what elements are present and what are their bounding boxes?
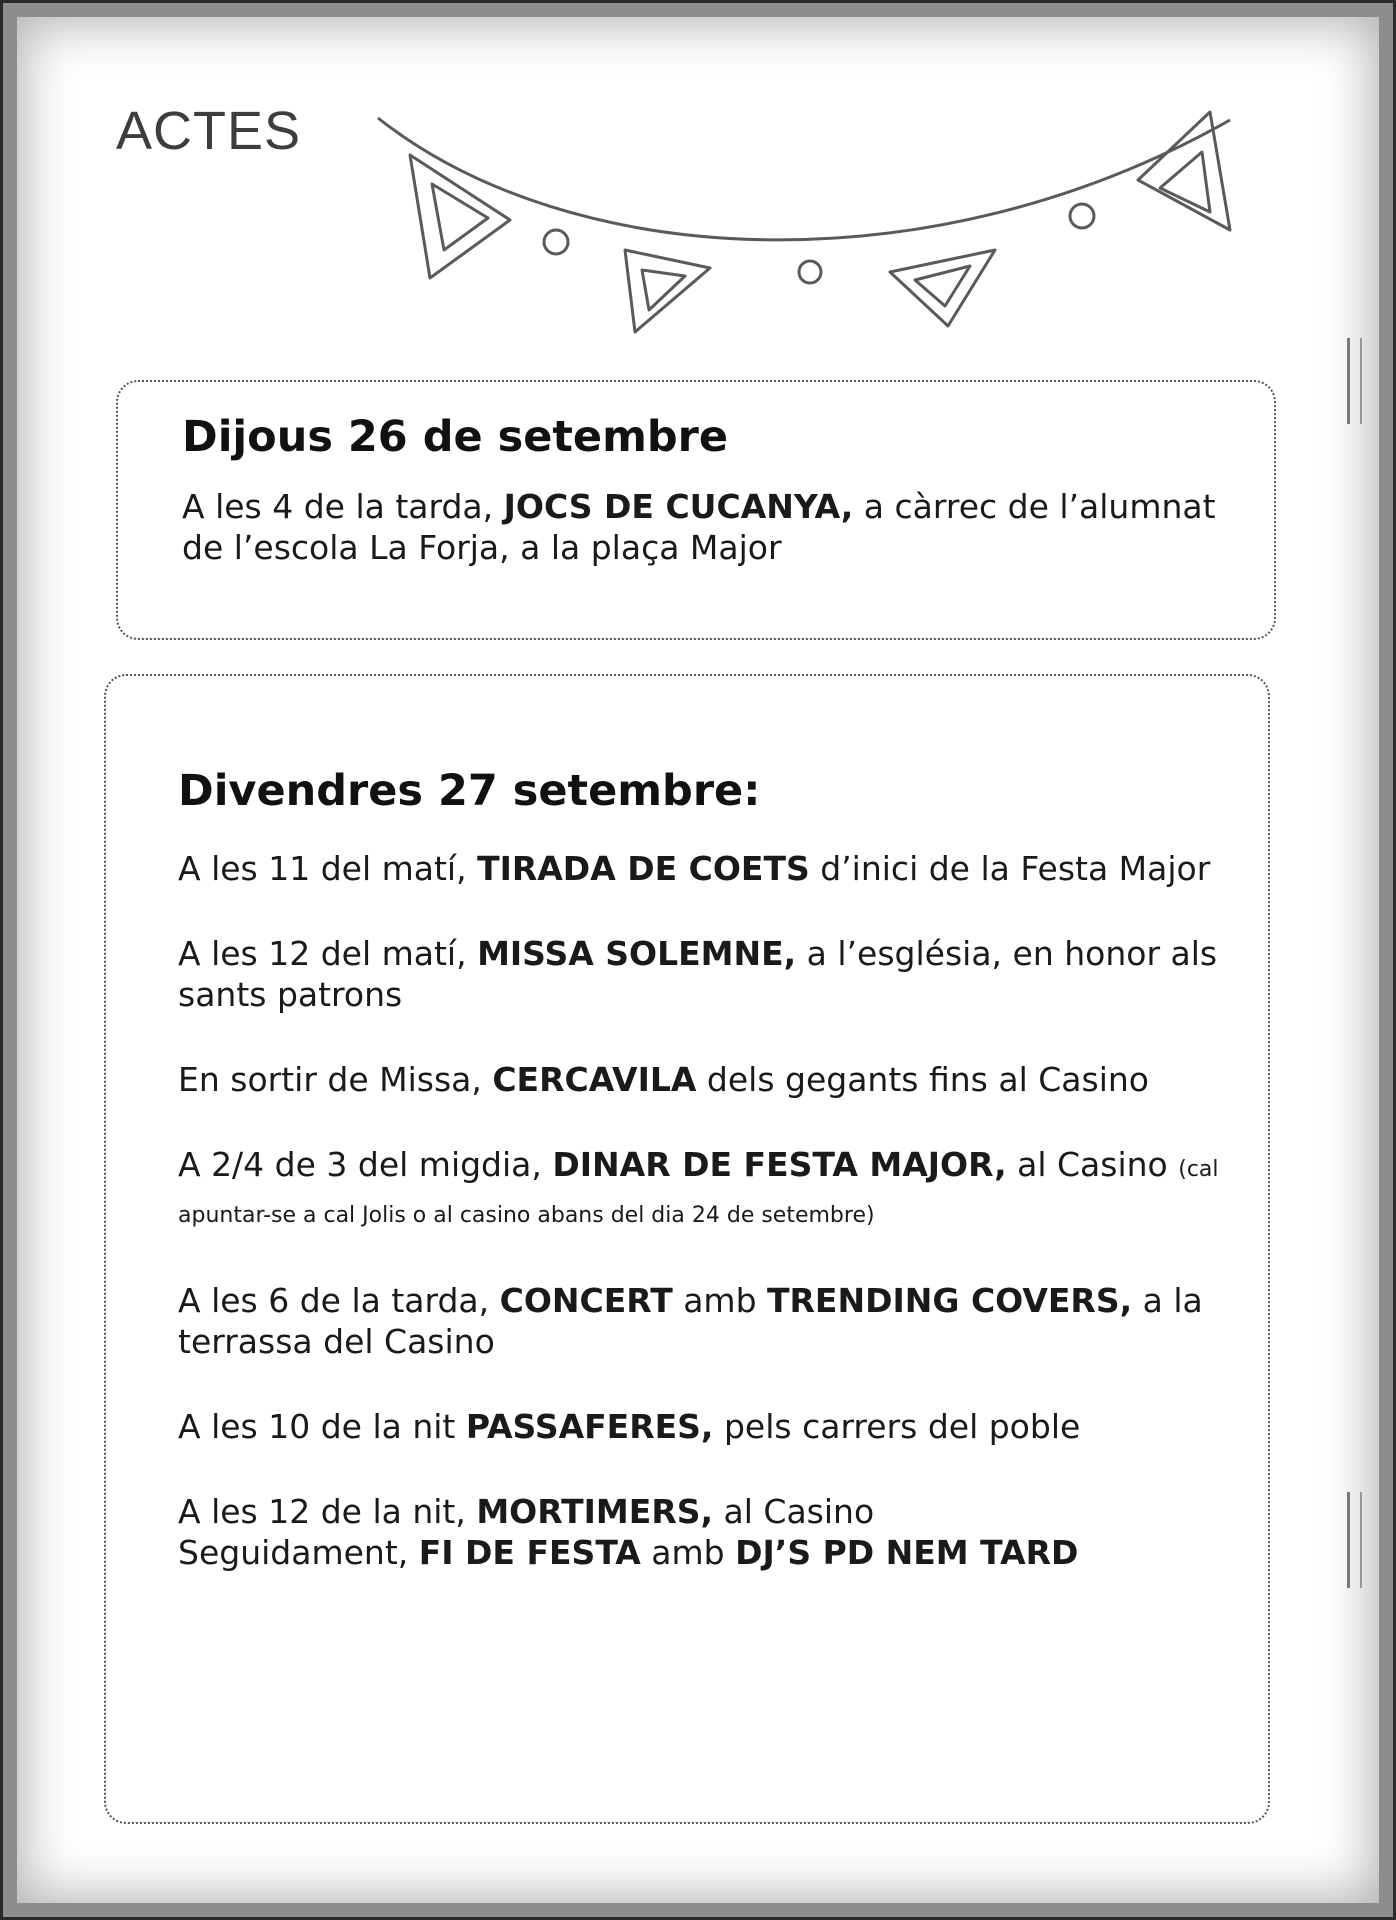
event-item: A les 4 de la tarda, JOCS DE CUCANYA, a càrrec de l’alumnat de l’escola La Forja, a la plaça Major — [182, 487, 1216, 567]
day-box-thursday — [116, 380, 1276, 640]
event-item: A les 12 de la nit, MORTIMERS, al Casino Seguidament, FI DE FESTA amb DJ’S PD NEM TARD — [178, 1492, 1079, 1572]
day-heading: Divendres 27 setembre: — [178, 766, 761, 816]
event-item: A 2/4 de 3 del migdia, DINAR DE FESTA MAJOR, al Casino (cal apuntar-se a cal Jolis o al casino abans del dia 24 de setembre) — [178, 1145, 1219, 1228]
bunting-garland-icon — [370, 100, 1250, 350]
event-item: A les 10 de la nit PASSAFERES, pels carrers del poble — [178, 1407, 1081, 1446]
day-heading: Dijous 26 de setembre — [182, 412, 729, 462]
binder-clip-bottom — [1347, 1492, 1362, 1588]
event-note: (cal apuntar-se a cal Jolis o al casino abans del dia 24 de setembre) — [178, 1157, 1219, 1228]
day-box-friday — [104, 674, 1270, 1824]
binder-clip-top — [1347, 338, 1362, 424]
event-item: En sortir de Missa, CERCAVILA dels gegants fins al Casino — [178, 1060, 1149, 1099]
page-title: ACTES — [116, 101, 302, 161]
event-item: A les 6 de la tarda, CONCERT amb TRENDING COVERS, a la terrassa del Casino — [178, 1281, 1203, 1361]
event-item: A les 11 del matí, TIRADA DE COETS d’inici de la Festa Major — [178, 849, 1211, 888]
event-item: A les 12 del matí, MISSA SOLEMNE, a l’església, en honor als sants patrons — [178, 934, 1218, 1014]
